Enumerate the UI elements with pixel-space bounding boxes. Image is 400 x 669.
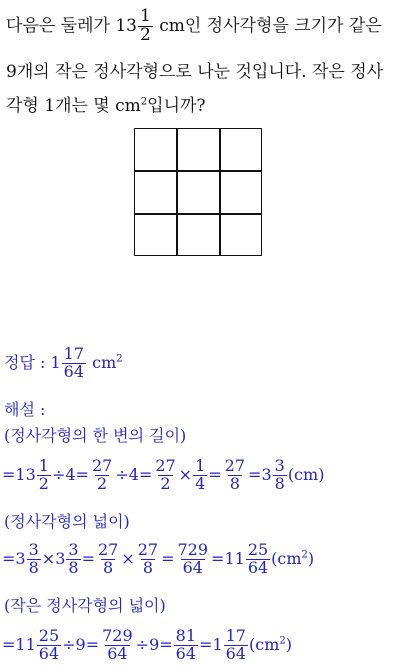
superscript: 2 [301,549,308,561]
grid-line [219,129,221,255]
numerator: 1 [38,456,49,475]
step1-equation [2,458,324,493]
eq-text: ÷9= [62,634,100,654]
solution-heading: 해설 : [4,400,46,419]
eq-unit: (cm [271,548,302,568]
denominator: 8 [229,473,240,493]
eq-text: × [178,464,193,484]
fraction [246,542,270,577]
denominator: 2 [38,473,49,493]
grid-line [135,170,261,172]
eq-text: =11 [211,548,245,568]
eq-unit: (cm) [287,464,325,484]
fraction [193,458,207,493]
answer-unit: cm [92,352,117,372]
denominator: 64 [247,557,269,577]
numerator: 27 [224,456,246,475]
question-fraction [138,8,153,45]
eq-text: ×3 [41,548,66,568]
step2-equation [2,542,314,577]
fraction [224,628,248,663]
numerator: 3 [68,540,79,559]
step2-title: (정사각형의 넓이) [4,512,130,531]
numerator: 3 [274,456,285,475]
denominator: 64 [38,643,60,663]
step3-title: (작은 정사각형의 넓이) [4,596,166,615]
eq-unit: ) [285,634,292,654]
numerator: 1 [139,6,151,26]
numerator: 729 [177,540,209,559]
denominator: 8 [103,557,114,577]
superscript: 2 [140,96,148,108]
denominator: 2 [160,473,171,493]
denominator: 8 [274,473,285,493]
fraction [153,458,177,493]
eq-text: ÷4= [115,464,153,484]
fraction [176,542,211,577]
numerator: 25 [247,540,269,559]
eq-text: = [81,548,95,568]
fraction [223,458,247,493]
fraction [90,458,114,493]
denominator: 64 [182,557,203,577]
eq-text: =11 [2,634,36,654]
denominator: 64 [175,643,197,663]
eq-text: =3 [2,548,26,568]
fraction [27,542,41,577]
fraction [273,458,287,493]
fraction [37,458,51,493]
question-text: 다음은 둘레가 [6,15,116,36]
fraction [174,628,198,663]
step3-equation [2,628,292,663]
question-text: cm인 정사각형을 크기가 같은 [153,15,382,36]
eq-text: = [161,548,175,568]
superscript: 2 [116,353,123,365]
denominator: 4 [195,473,206,493]
question-text: 각형 1개는 몇 cm [6,96,141,116]
numerator: 1 [195,456,206,475]
square-grid-figure [134,128,262,256]
step1-title: (정사각형의 한 변의 길이) [4,426,187,445]
question-line-3 [6,98,206,115]
answer-fraction [62,346,86,381]
numerator: 3 [28,540,39,559]
grid-line [176,129,178,255]
eq-unit: (cm [248,634,280,654]
denominator: 8 [142,557,153,577]
numerator: 17 [225,626,246,645]
numerator: 27 [97,540,119,559]
denominator: 2 [139,24,151,45]
fraction [66,542,80,577]
eq-text: × [121,548,135,568]
fraction [96,542,120,577]
denominator: 2 [97,473,108,493]
eq-text: ÷4= [51,464,89,484]
eq-text: =1 [199,634,223,654]
numerator: 17 [63,344,85,363]
eq-text: ÷9= [135,634,173,654]
answer-line [4,346,123,381]
answer-whole: 1 [50,352,61,372]
numerator: 729 [102,626,133,645]
eq-unit: ) [307,548,315,568]
question-line-1 [6,8,382,45]
numerator: 27 [155,456,176,475]
denominator: 8 [28,557,39,577]
grid-line [135,213,261,215]
question-text: 입니까? [147,96,206,116]
numerator: 27 [91,456,113,475]
denominator: 64 [107,643,128,663]
superscript: 2 [279,635,286,647]
question-line-2: 9개의 작은 정사각형으로 나눈 것입니다. 작은 정사 [6,62,384,82]
fraction [136,542,160,577]
numerator: 27 [137,540,159,559]
denominator: 64 [225,643,246,663]
denominator: 8 [68,557,79,577]
numerator: 81 [175,626,197,645]
question-whole: 13 [115,15,137,36]
answer-label: 정답 : [4,352,51,372]
eq-text: =3 [248,464,272,484]
denominator: 64 [63,361,85,381]
eq-text: =13 [2,464,36,484]
eq-text: = [208,464,222,484]
fraction [37,628,61,663]
numerator: 25 [38,626,60,645]
fraction [100,628,135,663]
